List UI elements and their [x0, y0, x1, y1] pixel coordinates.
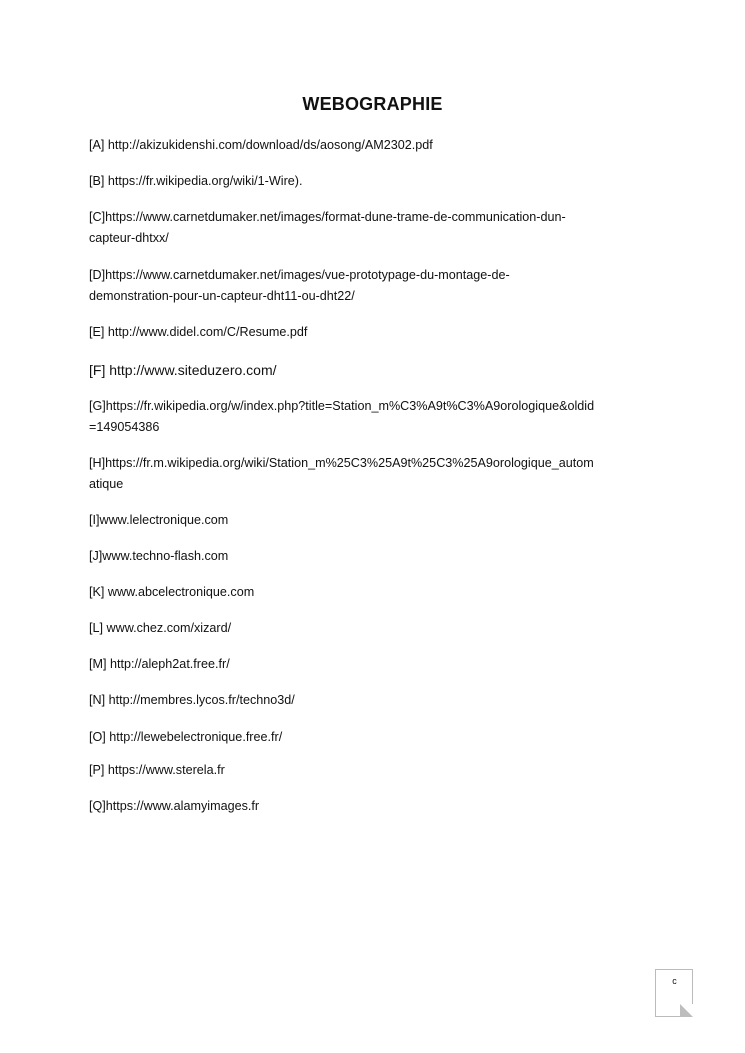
reference-line: [C]https://www.carnetdumaker.net/images/format-dune-trame-de-communication-dun-	[89, 210, 566, 224]
reference-n[interactable]	[89, 690, 295, 711]
reference-i[interactable]	[89, 510, 228, 531]
reference-line: [M] http://aleph2at.free.fr/	[89, 657, 230, 671]
reference-h[interactable]	[89, 453, 594, 495]
reference-g[interactable]	[89, 396, 594, 438]
reference-line: [N] http://membres.lycos.fr/techno3d/	[89, 693, 295, 707]
reference-l[interactable]	[89, 618, 231, 639]
page-box-edge	[656, 1016, 680, 1017]
reference-line: =149054386	[89, 420, 160, 434]
reference-k[interactable]	[89, 582, 254, 603]
reference-f[interactable]	[89, 360, 277, 381]
reference-line: [P] https://www.sterela.fr	[89, 763, 225, 777]
reference-line: [G]https://fr.wikipedia.org/w/index.php?title=Station_m%C3%A9t%C3%A9orologique&oldid	[89, 399, 595, 413]
reference-line: [B] https://fr.wikipedia.org/wiki/1-Wire).	[89, 174, 303, 188]
reference-line: [D]https://www.carnetdumaker.net/images/vue-prototypage-du-montage-de-	[89, 268, 510, 282]
reference-b[interactable]	[89, 171, 302, 192]
reference-line: [Q]https://www.alamyimages.fr	[89, 799, 260, 813]
reference-line: [J]www.techno-flash.com	[89, 549, 229, 563]
reference-line: demonstration-pour-un-capteur-dht11-ou-dht22/	[89, 289, 355, 303]
reference-d[interactable]	[89, 265, 510, 307]
page-number: c	[672, 976, 677, 986]
page-curl-icon	[680, 1004, 693, 1017]
reference-o[interactable]	[89, 727, 282, 748]
reference-line: [H]https://fr.m.wikipedia.org/wiki/Station_m%25C3%25A9t%25C3%25A9orologique_autom	[89, 456, 594, 470]
reference-c[interactable]	[89, 207, 566, 249]
reference-p[interactable]	[89, 760, 225, 781]
page-title: WEBOGRAPHIE	[302, 94, 443, 114]
reference-q[interactable]	[89, 796, 259, 817]
reference-line: [I]www.lelectronique.com	[89, 513, 229, 527]
reference-a[interactable]	[89, 135, 433, 156]
reference-j[interactable]	[89, 546, 228, 567]
reference-line: [O] http://lewebelectronique.free.fr/	[89, 730, 283, 744]
reference-line: capteur-dhtxx/	[89, 231, 169, 245]
reference-line: [E] http://www.didel.com/C/Resume.pdf	[89, 325, 308, 339]
reference-e[interactable]	[89, 322, 307, 343]
reference-line: atique	[89, 477, 124, 491]
reference-line: [K] www.abcelectronique.com	[89, 585, 255, 599]
reference-line: [F] http://www.siteduzero.com/	[89, 362, 277, 378]
reference-line: [L] www.chez.com/xizard/	[89, 621, 232, 635]
page-number-box	[655, 969, 693, 1017]
reference-m[interactable]	[89, 654, 230, 675]
reference-line: [A] http://akizukidenshi.com/download/ds/aosong/AM2302.pdf	[89, 138, 433, 152]
